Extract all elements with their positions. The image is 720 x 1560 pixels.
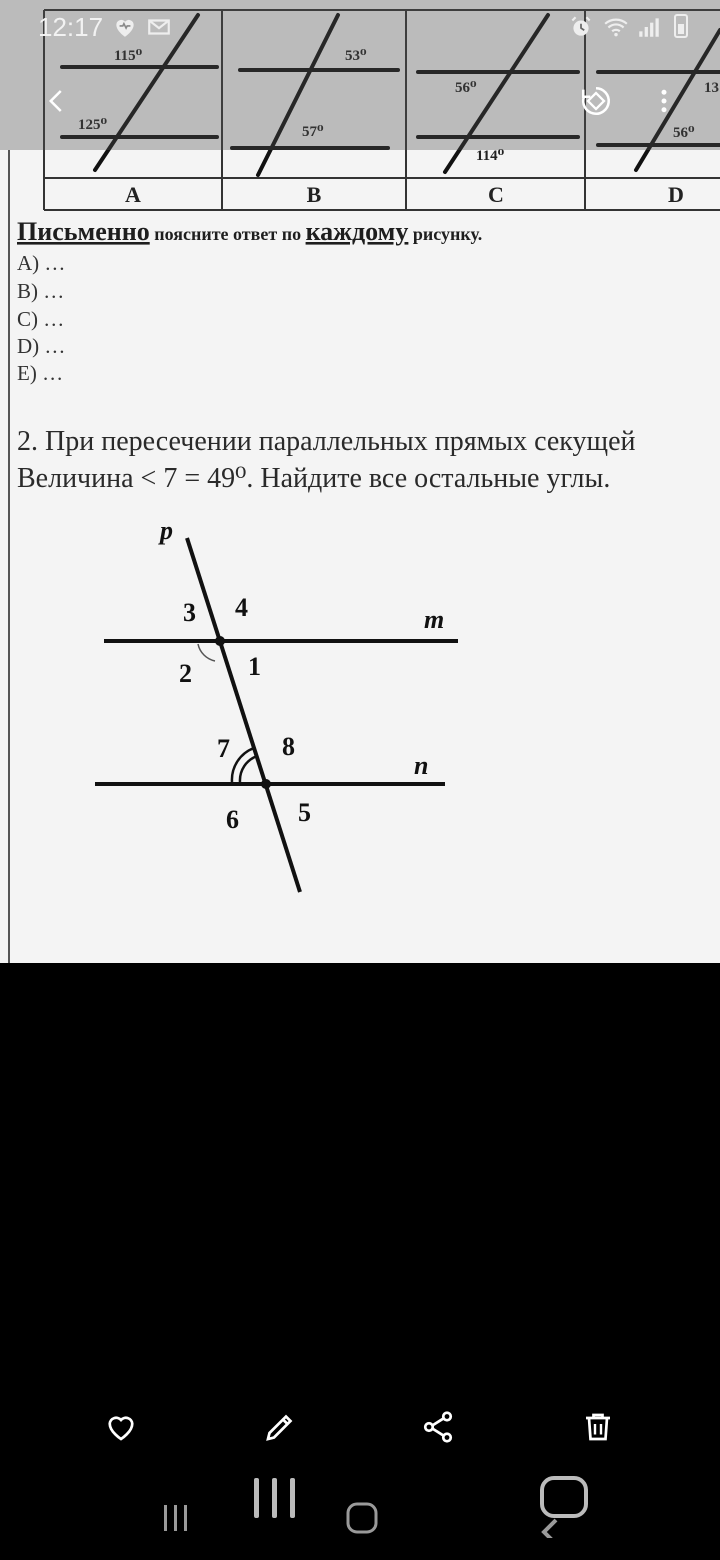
- figure-d-top-angle: 13: [704, 80, 719, 96]
- share-button[interactable]: [414, 1403, 462, 1451]
- back-button[interactable]: [32, 76, 82, 126]
- recents-button[interactable]: [158, 1500, 194, 1536]
- intersection-n: [261, 779, 271, 789]
- more-options-button[interactable]: [639, 76, 689, 126]
- back-nav-icon: [536, 1472, 592, 1538]
- intersection-m: [215, 636, 225, 646]
- label-m: m: [424, 605, 445, 634]
- line-p: [187, 538, 300, 892]
- figure-c-bottom-angle: 114⁰: [476, 148, 505, 164]
- angle-label-7: 7: [217, 734, 230, 763]
- angle-label-2: 2: [179, 659, 192, 688]
- battery-icon: [674, 14, 688, 38]
- angle-label-1: 1: [248, 652, 261, 681]
- angle-7-arc-inner: [240, 756, 257, 782]
- back-icon: [42, 86, 72, 116]
- figure-label-c: C: [488, 182, 504, 207]
- angle-label-8: 8: [282, 732, 295, 761]
- figure-c-top-angle: 56⁰: [455, 80, 477, 96]
- answer-c: C) …: [17, 307, 65, 331]
- navigation-bar: [0, 1470, 720, 1560]
- task2-line2: Величина < 7 = 49⁰. Найдите все остальные углы.: [17, 463, 611, 494]
- status-bar: [0, 0, 720, 56]
- label-n: n: [414, 751, 429, 780]
- status-time: 12:17: [38, 12, 104, 42]
- diagram-parallel-lines: [95, 538, 458, 892]
- figure-a-bottom-angle: 125⁰: [78, 117, 108, 133]
- alarm-icon: [568, 14, 594, 40]
- floating-menu-button[interactable]: [252, 1474, 298, 1522]
- bottom-action-bar: [0, 1395, 720, 1459]
- heart-status-icon: [112, 14, 138, 40]
- recents-icon: [160, 1503, 192, 1533]
- signal-icon: [636, 14, 662, 40]
- delete-button[interactable]: [574, 1403, 622, 1451]
- floating-menu-icon: [252, 1474, 298, 1522]
- more-options-icon: [649, 86, 679, 116]
- rotate-button[interactable]: [571, 76, 621, 126]
- figure-b-bottom-angle: 57⁰: [302, 124, 324, 140]
- edit-button[interactable]: [256, 1403, 304, 1451]
- answer-a: A) …: [17, 251, 66, 275]
- favorite-heart-icon: [103, 1409, 139, 1445]
- instruction-text: Письменно поясните ответ по каждому рисунку.: [17, 217, 483, 246]
- answer-e: E) …: [17, 361, 64, 385]
- angle-label-3: 3: [183, 598, 196, 627]
- answer-b: B) …: [17, 279, 65, 303]
- angle-label-5: 5: [298, 798, 311, 827]
- angle-2-arc: [198, 644, 215, 661]
- figure-d-bottom-angle: 56⁰: [673, 125, 695, 141]
- gmail-icon: [146, 14, 172, 40]
- share-icon: [420, 1409, 456, 1445]
- angle-label-4: 4: [235, 593, 248, 622]
- angle-label-6: 6: [226, 805, 239, 834]
- back-nav-button[interactable]: [536, 1472, 592, 1538]
- home-icon: [345, 1501, 379, 1535]
- figure-a-top-angle: 115⁰: [114, 48, 143, 64]
- rotate-icon: [579, 84, 613, 118]
- answer-d: D) …: [17, 334, 66, 358]
- figure-b-top-angle: 53⁰: [345, 48, 367, 64]
- task2-line1: 2. При пересечении параллельных прямых секущей: [17, 426, 636, 457]
- label-p: p: [160, 516, 173, 545]
- figure-label-d: D: [668, 182, 684, 207]
- favorite-button[interactable]: [97, 1403, 145, 1451]
- figure-label-a: A: [125, 182, 141, 207]
- edit-pencil-icon: [262, 1409, 298, 1445]
- angle-7-arc-outer: [232, 748, 254, 782]
- wifi-icon: [603, 14, 629, 40]
- home-button[interactable]: [340, 1498, 384, 1538]
- figure-label-b: B: [306, 182, 322, 207]
- floating-back-icon: [544, 1520, 556, 1538]
- delete-trash-icon: [580, 1409, 616, 1445]
